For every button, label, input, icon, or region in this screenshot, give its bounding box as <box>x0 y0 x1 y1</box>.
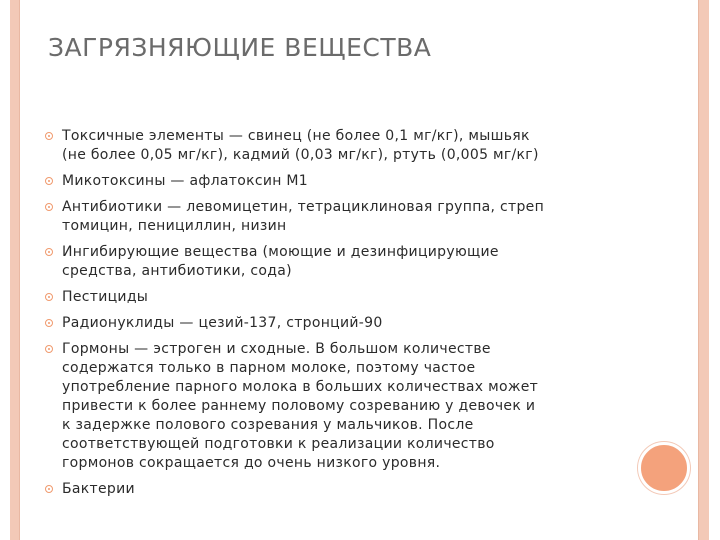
bullet-text-line: соответствующей подготовки к реализации количество <box>62 436 495 452</box>
bullet-text-line: Антибиотики — левомицетин, тетрациклиновая группа, стреп <box>62 199 545 215</box>
left-frame-bar <box>10 0 19 540</box>
bullet-item <box>44 288 644 307</box>
bullet-list <box>44 127 644 506</box>
bullet-text-line: привести к более раннему половому созреванию у девочек и <box>62 398 536 414</box>
bullet-text-line: Бактерии <box>62 481 135 497</box>
bullet-item <box>44 480 644 499</box>
slide-title: ЗАГРЯЗНЯЮЩИЕ ВЕЩЕСТВА <box>48 33 432 62</box>
bullet-text-line: содержатся только в парном молоке, поэтому частое <box>62 360 476 376</box>
bullet-circle-icon <box>45 248 53 256</box>
bullet-item <box>44 127 644 165</box>
bullet-text-line: томицин, пенициллин, низин <box>62 218 287 234</box>
bullet-circle-icon <box>45 177 53 185</box>
bullet-text-line: Гормоны — эстроген и сходные. В большом количестве <box>62 341 491 357</box>
bullet-text-line: средства, антибиотики, сода) <box>62 263 292 279</box>
bullet-item <box>44 198 644 236</box>
bullet-item <box>44 340 644 473</box>
bullet-item <box>44 243 644 281</box>
bullet-circle-icon <box>45 293 53 301</box>
bullet-text-line: Ингибирующие вещества (моющие и дезинфицирующие <box>62 244 499 260</box>
bullet-circle-icon <box>45 132 53 140</box>
bullet-text-line: Токсичные элементы — свинец (не более 0,1 мг/кг), мышьяк <box>62 128 530 144</box>
bullet-text-line: гормонов сокращается до очень низкого уровня. <box>62 455 441 471</box>
right-frame-bar <box>699 0 709 540</box>
bullet-text-line: к задержке полового созревания у мальчиков. После <box>62 417 474 433</box>
decorative-circle <box>638 442 690 494</box>
bullet-circle-icon <box>45 203 53 211</box>
left-frame-line <box>19 0 20 540</box>
bullet-text-line: Пестициды <box>62 289 149 305</box>
bullet-text-line: Радионуклиды — цезий-137, стронций-90 <box>62 315 383 331</box>
bullet-circle-icon <box>45 345 53 353</box>
bullet-item <box>44 314 644 333</box>
bullet-circle-icon <box>45 485 53 493</box>
bullet-item <box>44 172 644 191</box>
bullet-text-line: (не более 0,05 мг/кг), кадмий (0,03 мг/кг), ртуть (0,005 мг/кг) <box>62 147 539 163</box>
bullet-circle-icon <box>45 319 53 327</box>
bullet-text-line: Микотоксины — афлатоксин М1 <box>62 173 309 189</box>
bullet-text-line: употребление парного молока в больших количествах может <box>62 379 539 395</box>
